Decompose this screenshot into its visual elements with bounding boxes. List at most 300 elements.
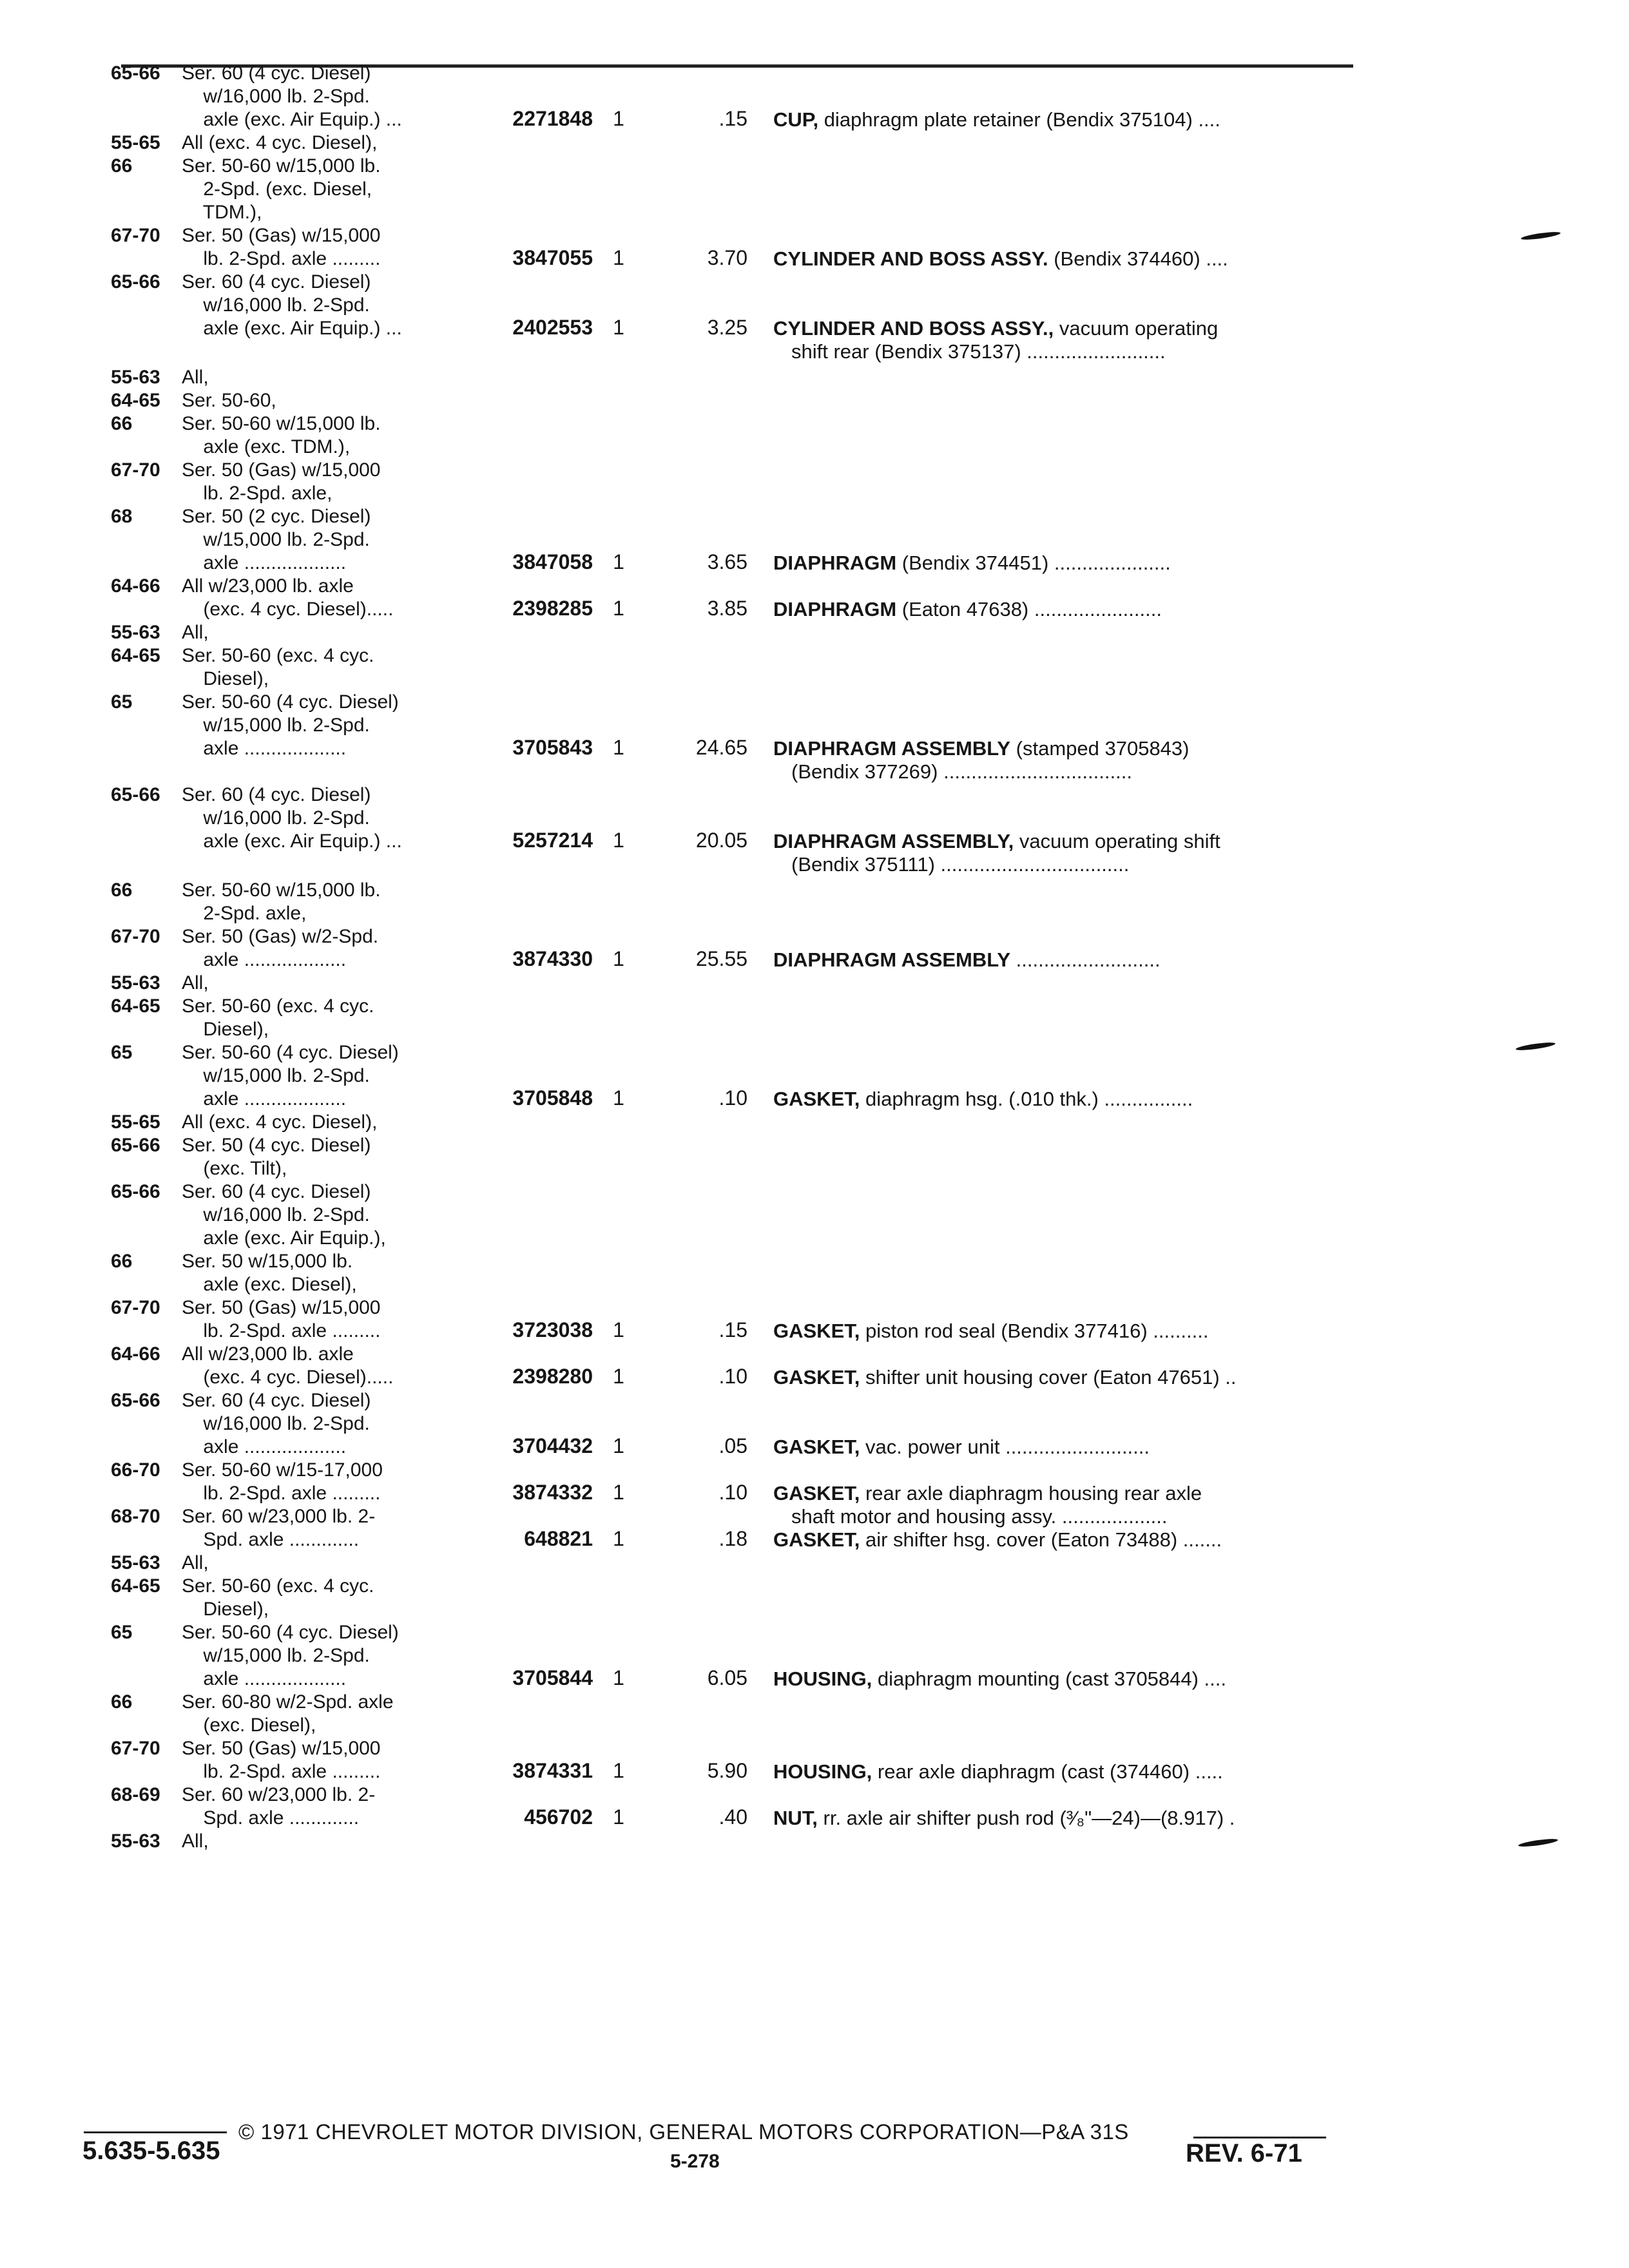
application-text: Spd. axle .............: [182, 1529, 360, 1550]
application-text: Ser. 60 (4 cyc. Diesel): [182, 271, 371, 293]
application-text: axle ...................: [182, 738, 347, 759]
part-number: 2398285: [512, 597, 593, 620]
application-line: [111, 317, 472, 340]
price: 3.65: [707, 550, 747, 573]
application-text: axle ...................: [182, 1436, 347, 1457]
part-number: 3704432: [512, 1434, 593, 1457]
quantity: 1: [613, 550, 624, 573]
model-years: 64-66: [111, 575, 160, 597]
model-years: 64-65: [111, 390, 160, 411]
model-years: [111, 436, 182, 459]
application-text: Ser. 50-60 w/15,000 lb.: [182, 413, 381, 434]
application-line: [111, 528, 472, 552]
application-text: All,: [182, 1552, 209, 1573]
application-text: axle (exc. TDM.),: [182, 436, 351, 457]
application-line: [111, 1528, 472, 1552]
application-text: w/16,000 lb. 2-Spd.: [182, 294, 370, 316]
part-description: [773, 1088, 1353, 1111]
part-name: GASKET,: [773, 1482, 860, 1504]
part-name: CYLINDER AND BOSS ASSY.: [773, 247, 1048, 270]
part-detail: rear axle diaphragm (cast (374460) .....: [872, 1760, 1223, 1783]
model-years: [111, 108, 182, 131]
model-years: [111, 482, 182, 505]
application-line: [111, 1644, 472, 1667]
price: .10: [718, 1481, 747, 1504]
application-text: Ser. 50-60 (4 cyc. Diesel): [182, 1042, 399, 1063]
application-list: [111, 621, 472, 760]
application-line: [111, 1575, 472, 1598]
application-line: [111, 1088, 472, 1111]
footer-rule-right: [1193, 2137, 1326, 2138]
application-line: [111, 1064, 472, 1088]
application-text: All,: [182, 367, 209, 388]
model-years: [111, 1598, 182, 1621]
model-years: 68-70: [111, 1506, 160, 1527]
model-years: [111, 1436, 182, 1459]
application-text: Ser. 60 w/23,000 lb. 2-: [182, 1784, 376, 1805]
model-years: 55-65: [111, 132, 160, 153]
model-years: 67-70: [111, 926, 160, 947]
part-name: DIAPHRAGM: [773, 552, 897, 574]
application-line: [111, 62, 472, 85]
quantity: 1: [613, 1759, 624, 1782]
part-number: 5257214: [512, 829, 593, 852]
application-line: [111, 482, 472, 505]
application-text: (exc. Tilt),: [182, 1158, 287, 1179]
model-years: 65-66: [111, 1390, 160, 1411]
part-detail: (Eaton 47638) .......................: [896, 598, 1162, 620]
model-years: [111, 1807, 182, 1830]
application-text: (exc. 4 cyc. Diesel).....: [182, 1367, 394, 1388]
part-name: DIAPHRAGM ASSEMBLY,: [773, 830, 1014, 852]
application-line: [111, 1505, 472, 1528]
price: 20.05: [695, 829, 747, 852]
application-line: [111, 389, 472, 412]
model-years: 68: [111, 506, 133, 527]
quantity: 1: [613, 597, 624, 620]
model-years: 65-66: [111, 1181, 160, 1202]
application-line: [111, 714, 472, 737]
part-name: HOUSING,: [773, 1760, 872, 1783]
part-number: 3705844: [512, 1666, 593, 1689]
application-text: Ser. 50-60 w/15,000 lb.: [182, 879, 381, 901]
margin-mark: [1518, 1838, 1559, 1849]
application-text: Ser. 50-60,: [182, 390, 276, 411]
application-list: [111, 1691, 472, 1783]
model-years: 65-66: [111, 1135, 160, 1156]
application-text: lb. 2-Spd. axle,: [182, 483, 333, 504]
model-years: [111, 178, 182, 201]
model-years: 65: [111, 1622, 133, 1643]
part-number: 3705843: [512, 736, 593, 759]
model-years: [111, 1482, 182, 1505]
model-years: [111, 1644, 182, 1667]
application-text: axle ...................: [182, 1088, 347, 1110]
application-line: [111, 1227, 472, 1250]
model-years: 64-65: [111, 995, 160, 1017]
application-line: [111, 108, 472, 131]
application-line: [111, 644, 472, 668]
application-text: All,: [182, 972, 209, 994]
application-line: [111, 1157, 472, 1180]
model-years: 64-65: [111, 1575, 160, 1597]
application-list: [111, 575, 472, 621]
application-text: w/16,000 lb. 2-Spd.: [182, 1204, 370, 1225]
application-text: Ser. 60 (4 cyc. Diesel): [182, 1181, 371, 1202]
part-description: [773, 1320, 1353, 1343]
application-line: [111, 1041, 472, 1064]
application-line: [111, 783, 472, 807]
model-years: 65-66: [111, 271, 160, 293]
application-line: [111, 271, 472, 294]
model-years: [111, 1320, 182, 1343]
model-years: [111, 1714, 182, 1737]
application-text: w/16,000 lb. 2-Spd.: [182, 807, 370, 829]
model-years: 65: [111, 691, 133, 713]
application-text: axle ...................: [182, 552, 347, 573]
quantity: 1: [613, 1318, 624, 1341]
part-detail: shifter unit housing cover (Eaton 47651) ..: [860, 1366, 1237, 1389]
application-text: Ser. 50-60 (exc. 4 cyc.: [182, 1575, 374, 1597]
part-description: [773, 247, 1353, 271]
model-years: [111, 201, 182, 224]
price: 25.55: [695, 947, 747, 970]
part-name: DIAPHRAGM ASSEMBLY: [773, 737, 1011, 760]
application-line: [111, 1737, 472, 1760]
application-text: Ser. 50-60 (exc. 4 cyc.: [182, 995, 374, 1017]
part-description: [773, 598, 1353, 621]
model-years: [111, 294, 182, 317]
application-text: Ser. 60 (4 cyc. Diesel): [182, 62, 371, 84]
quantity: 1: [613, 1086, 624, 1110]
model-years: 55-65: [111, 1111, 160, 1133]
part-description: [773, 1760, 1353, 1783]
model-years: [111, 1412, 182, 1436]
page-number: 5-278: [670, 2151, 720, 2172]
part-detail-continued: shaft motor and housing assy. ...................: [791, 1505, 1168, 1528]
price: .18: [718, 1527, 747, 1550]
application-line: [111, 598, 472, 621]
application-line: [111, 436, 472, 459]
application-line: [111, 1667, 472, 1691]
part-description: [773, 737, 1353, 783]
part-detail-continued: shift rear (Bendix 375137) .........................: [791, 340, 1166, 363]
application-line: [111, 552, 472, 575]
application-text: lb. 2-Spd. axle .........: [182, 1483, 381, 1504]
application-text: 2-Spd. axle,: [182, 903, 307, 924]
application-text: All w/23,000 lb. axle: [182, 1343, 354, 1365]
application-text: w/15,000 lb. 2-Spd.: [182, 1645, 370, 1666]
part-number: 3874330: [512, 947, 593, 970]
part-description: [773, 948, 1353, 972]
model-years: 66: [111, 1691, 133, 1713]
part-name: DIAPHRAGM: [773, 598, 897, 620]
application-text: Ser. 50 (Gas) w/15,000: [182, 459, 381, 481]
price: 5.90: [707, 1759, 747, 1782]
quantity: 1: [613, 1365, 624, 1388]
model-years: 66: [111, 155, 133, 177]
part-number: 456702: [524, 1805, 593, 1829]
quantity: 1: [613, 736, 624, 759]
part-number: 2398280: [512, 1365, 593, 1388]
application-line: [111, 1180, 472, 1204]
application-text: w/16,000 lb. 2-Spd.: [182, 86, 370, 107]
application-line: [111, 621, 472, 644]
price: .15: [718, 1318, 747, 1341]
application-line: [111, 294, 472, 317]
model-years: 55-63: [111, 972, 160, 994]
application-text: Ser. 60 (4 cyc. Diesel): [182, 1390, 371, 1411]
application-text: Ser. 60 w/23,000 lb. 2-: [182, 1506, 376, 1527]
section-number: 5.635-5.635: [82, 2137, 220, 2165]
part-name: GASKET,: [773, 1366, 860, 1389]
model-years: 55-63: [111, 1552, 160, 1573]
quantity: 1: [613, 947, 624, 970]
application-line: [111, 366, 472, 389]
part-name: GASKET,: [773, 1436, 860, 1458]
price: 6.05: [707, 1666, 747, 1689]
model-years: 66: [111, 413, 133, 434]
part-detail: diaphragm mounting (cast 3705844) ....: [872, 1667, 1227, 1690]
quantity: 1: [613, 1481, 624, 1504]
application-text: Ser. 50 (Gas) w/15,000: [182, 1297, 381, 1318]
application-line: [111, 1250, 472, 1273]
quantity: 1: [613, 1527, 624, 1550]
part-number: 3847055: [512, 246, 593, 269]
application-list: [111, 271, 472, 340]
part-detail-continued: (Bendix 377269) ..................................: [791, 760, 1132, 783]
quantity: 1: [613, 829, 624, 852]
application-line: [111, 691, 472, 714]
model-years: [111, 714, 182, 737]
application-text: axle (exc. Air Equip.) ...: [182, 109, 402, 130]
application-list: [111, 62, 472, 131]
application-list: [111, 366, 472, 575]
model-years: [111, 668, 182, 691]
application-list: [111, 972, 472, 1111]
application-text: Ser. 50-60 w/15-17,000: [182, 1459, 383, 1481]
application-text: axle (exc. Air Equip.),: [182, 1227, 386, 1249]
part-description: [773, 1807, 1353, 1830]
application-text: Ser. 50 (2 cyc. Diesel): [182, 506, 371, 527]
part-detail: piston rod seal (Bendix 377416) ..........: [860, 1320, 1209, 1342]
quantity: 1: [613, 1805, 624, 1829]
part-description: [773, 1667, 1353, 1691]
application-list: [111, 879, 472, 972]
price: .10: [718, 1365, 747, 1388]
quantity: 1: [613, 1666, 624, 1689]
application-text: (exc. Diesel),: [182, 1715, 316, 1736]
part-name: GASKET,: [773, 1320, 860, 1342]
model-years: [111, 1667, 182, 1691]
application-text: lb. 2-Spd. axle .........: [182, 1320, 381, 1341]
application-list: [111, 1505, 472, 1552]
model-years: 66-70: [111, 1459, 160, 1481]
application-list: [111, 783, 472, 853]
price: 3.70: [707, 246, 747, 269]
application-line: [111, 1783, 472, 1807]
part-description: [773, 317, 1353, 363]
model-years: [111, 1157, 182, 1180]
part-name: HOUSING,: [773, 1667, 872, 1690]
copyright-line: © 1971 CHEVROLET MOTOR DIVISION, GENERAL MOTORS CORPORATION—P&A 31S: [238, 2120, 1129, 2144]
application-text: w/15,000 lb. 2-Spd.: [182, 529, 370, 550]
application-list: [111, 1111, 472, 1343]
application-text: 2-Spd. (exc. Diesel,: [182, 178, 372, 200]
part-detail: ..........................: [1010, 948, 1161, 971]
part-name: DIAPHRAGM ASSEMBLY: [773, 948, 1011, 971]
application-line: [111, 925, 472, 948]
part-name: NUT,: [773, 1807, 818, 1829]
application-list: [111, 1343, 472, 1389]
application-line: [111, 1134, 472, 1157]
part-name: CUP,: [773, 108, 819, 131]
application-list: [111, 131, 472, 271]
application-line: [111, 1343, 472, 1366]
model-years: 66: [111, 879, 133, 901]
part-number: 3705848: [512, 1086, 593, 1110]
application-text: Ser. 60-80 w/2-Spd. axle: [182, 1691, 394, 1713]
part-description: [773, 1482, 1353, 1528]
model-years: [111, 948, 182, 972]
application-text: All,: [182, 1831, 209, 1852]
part-detail: (Bendix 374451) .....................: [896, 552, 1171, 574]
model-years: 55-63: [111, 367, 160, 388]
price: .05: [718, 1434, 747, 1457]
application-line: [111, 247, 472, 271]
model-years: [111, 1273, 182, 1296]
application-text: Ser. 50 (Gas) w/2-Spd.: [182, 926, 379, 947]
application-text: All,: [182, 622, 209, 643]
part-number: 3874332: [512, 1481, 593, 1504]
application-line: [111, 902, 472, 925]
application-text: axle (exc. Diesel),: [182, 1274, 357, 1295]
application-line: [111, 1204, 472, 1227]
application-line: [111, 1389, 472, 1412]
part-detail: vac. power unit ..........................: [860, 1436, 1150, 1458]
application-text: All w/23,000 lb. axle: [182, 575, 354, 597]
application-line: [111, 948, 472, 972]
margin-mark: [1521, 231, 1561, 242]
model-years: 65: [111, 1042, 133, 1063]
quantity: 1: [613, 1434, 624, 1457]
application-line: [111, 505, 472, 528]
application-text: w/15,000 lb. 2-Spd.: [182, 1065, 370, 1086]
model-years: 64-65: [111, 645, 160, 666]
application-text: Ser. 50 (Gas) w/15,000: [182, 225, 381, 246]
application-list: [111, 1552, 472, 1691]
application-line: [111, 85, 472, 108]
application-line: [111, 1018, 472, 1041]
application-line: [111, 224, 472, 247]
application-text: All (exc. 4 cyc. Diesel),: [182, 132, 378, 153]
application-line: [111, 1714, 472, 1737]
price: .40: [718, 1805, 747, 1829]
application-line: [111, 155, 472, 178]
part-detail: rr. axle air shifter push rod (³⁄₈"—24)—(8.917) .: [817, 1807, 1235, 1829]
application-line: [111, 972, 472, 995]
model-years: [111, 830, 182, 853]
model-years: [111, 1204, 182, 1227]
application-text: Spd. axle .............: [182, 1807, 360, 1829]
part-number: 2402553: [512, 316, 593, 339]
application-line: [111, 412, 472, 436]
application-line: [111, 1598, 472, 1621]
part-detail: air shifter hsg. cover (Eaton 73488) .......: [860, 1528, 1222, 1551]
application-line: [111, 178, 472, 201]
revision-label: REV. 6-71: [1186, 2139, 1302, 2167]
application-text: Diesel),: [182, 668, 269, 689]
model-years: [111, 85, 182, 108]
model-years: [111, 902, 182, 925]
model-years: [111, 1088, 182, 1111]
application-text: TDM.),: [182, 202, 262, 223]
quantity: 1: [613, 107, 624, 130]
model-years: 67-70: [111, 459, 160, 481]
application-list: [111, 1459, 472, 1505]
part-detail: (stamped 3705843): [1010, 737, 1190, 760]
part-detail: diaphragm hsg. (.010 thk.) ................: [860, 1088, 1193, 1110]
part-description: [773, 1528, 1353, 1552]
part-detail-continued: (Bendix 375111) ..................................: [791, 853, 1130, 876]
application-text: Ser. 50-60 (4 cyc. Diesel): [182, 691, 399, 713]
application-line: [111, 1296, 472, 1320]
model-years: [111, 1018, 182, 1041]
application-text: Ser. 50 (Gas) w/15,000: [182, 1738, 381, 1759]
part-name: GASKET,: [773, 1088, 860, 1110]
application-line: [111, 1830, 472, 1853]
part-number: 3874331: [512, 1759, 593, 1782]
application-text: Diesel),: [182, 1019, 269, 1040]
model-years: 68-69: [111, 1784, 160, 1805]
model-years: [111, 317, 182, 340]
model-years: 67-70: [111, 1738, 160, 1759]
application-line: [111, 1760, 472, 1783]
model-years: [111, 737, 182, 760]
application-line: [111, 1111, 472, 1134]
application-text: Ser. 50-60 (4 cyc. Diesel): [182, 1622, 399, 1643]
application-line: [111, 1412, 472, 1436]
application-list: [111, 1389, 472, 1459]
application-text: Ser. 60 (4 cyc. Diesel): [182, 784, 371, 805]
margin-mark: [1516, 1041, 1556, 1052]
model-years: 55-63: [111, 622, 160, 643]
model-years: 66: [111, 1251, 133, 1272]
application-line: [111, 1691, 472, 1714]
part-detail: (Bendix 374460) ....: [1048, 247, 1228, 270]
part-name: CYLINDER AND BOSS ASSY.,: [773, 317, 1054, 340]
model-years: [111, 1064, 182, 1088]
application-text: (exc. 4 cyc. Diesel).....: [182, 599, 394, 620]
model-years: 55-63: [111, 1831, 160, 1852]
model-years: [111, 1760, 182, 1783]
application-line: [111, 1482, 472, 1505]
application-line: [111, 1621, 472, 1644]
part-detail: rear axle diaphragm housing rear axle: [860, 1482, 1202, 1504]
application-text: Ser. 50 (4 cyc. Diesel): [182, 1135, 371, 1156]
application-line: [111, 201, 472, 224]
quantity: 1: [613, 246, 624, 269]
application-line: [111, 807, 472, 830]
application-line: [111, 879, 472, 902]
application-text: axle ...................: [182, 1668, 347, 1689]
price: .10: [718, 1086, 747, 1110]
application-line: [111, 830, 472, 853]
part-number: 3847058: [512, 550, 593, 573]
application-text: Ser. 50-60 w/15,000 lb.: [182, 155, 381, 177]
model-years: [111, 1227, 182, 1250]
part-description: [773, 830, 1353, 876]
